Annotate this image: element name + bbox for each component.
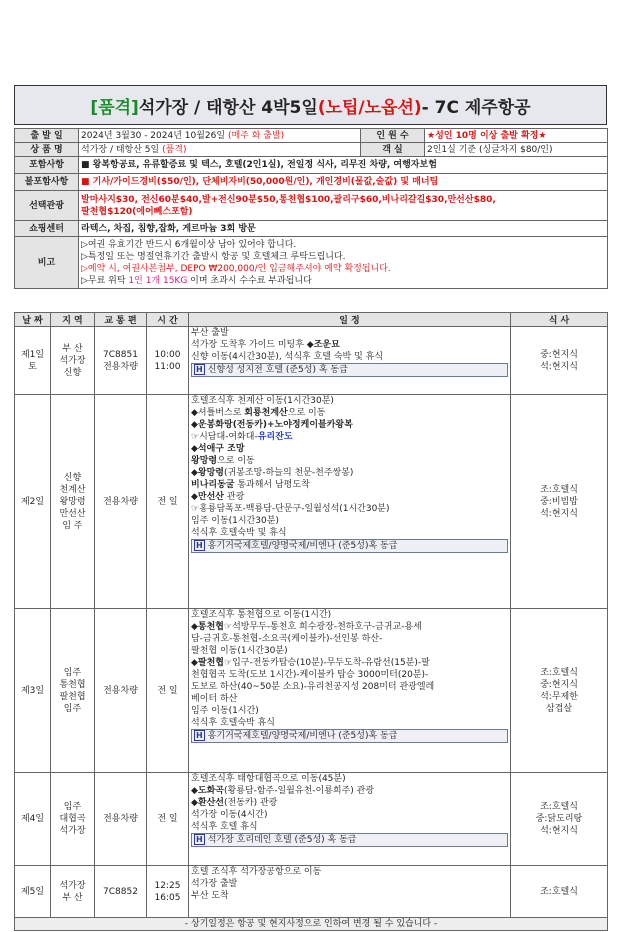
itinerary-line [191,527,508,539]
title-main: 석가장 / 태항산 4박5일 [138,97,318,118]
itinerary-line [191,773,508,785]
itinerary-line [191,443,508,455]
note-4-end: 이며 초과시 수수료 부과됩니다 [187,275,312,286]
day-label: 제4일 [15,773,51,866]
itinerary-text: 석식후 호텔숙박 휴식 [191,718,275,728]
day-region-line: 임주 [63,703,82,714]
day-meals [511,327,608,395]
hotel-line [191,729,508,743]
day-region-line: 임 주 [62,520,83,531]
day-meals-line: 조:호텔식 [540,667,578,678]
note-label: 비고 [15,237,79,289]
itinerary-line [191,339,508,351]
itinerary-line [191,809,508,821]
product-cell [79,143,361,157]
option-line-1: 발마사지$30, 전신60분$40,발+전신90분$50,통천협$100,괄리구$60,비나리갈길$30,만선산$80, [81,194,496,205]
hotel-icon: H [196,835,203,844]
itinerary-line [191,491,508,503]
itinerary-text: 호텔조식후 천계산 이동(1시간30분) [191,396,334,406]
day-meals-line: 석:현지식 [540,361,578,372]
itinerary-text: 호텔조식후 통천협으로 이동(1시간) [191,610,332,620]
note-4-start: ▷무료 위탁 [81,275,129,286]
note-2: ▷특정일 또는 명절연휴기간 출발시 항공 및 호텔체크 루탁드립니다. [81,251,346,262]
itinerary-line [191,455,508,467]
day-region-line: 임주 [63,667,82,678]
itinerary-text: ☞석방무두-통천호 희수광장-천하호구-금귀교-용세 [224,622,422,632]
header-transport: 교 통 편 [95,313,147,327]
itinerary-line [191,890,508,902]
day-meals [511,866,608,918]
option-cell [79,191,608,221]
header-time: 시 간 [147,313,189,327]
itinerary-line [191,693,508,705]
day-meals-line: 석:현지식 [540,826,578,836]
itinerary-line [191,633,508,645]
day-transport-line: 전용차량 [103,496,138,507]
shop-value: 라텍스, 차집, 침향,잡화, 게르마늄 3회 방문 [79,221,608,237]
day-row [15,773,608,866]
departure-label: 출 발 일 [15,129,79,143]
day-transport [95,609,147,773]
hotel-line [191,539,508,553]
day-meals-line: 중:현지식 [540,349,578,360]
itinerary-text: 호텔조식후 태항대협곡으로 이동(45분) [191,774,346,784]
hotel-icon: H [196,731,203,740]
itinerary-text: ☞홍룡담폭포-백룡담-단문구-일월성석(1시간30분) [191,504,390,514]
itinerary-line [191,669,508,681]
day-meals-line: 중:닭도리탕 [535,814,583,824]
itinerary-text: 관광 [224,492,245,502]
itinerary-line [191,645,508,657]
day-region-line: 만선산 [59,508,86,519]
day-region [51,773,95,866]
itinerary-text: 으로 이동 [287,408,326,418]
itinerary-line [191,681,508,693]
departure-note: (매주 화 출발) [227,130,285,141]
day-meals [511,609,608,773]
itinerary-text: 석가장 출발 [191,879,238,889]
day-meals-line: 조:호텔식 [540,484,578,495]
itinerary-highlight: ◆만선산 [191,492,225,502]
day-region-line: 석가장 [59,880,86,891]
itinerary-highlight: ◆팔천협 [191,658,225,668]
title-suffix: - 7C 제주항공 [421,97,531,118]
itinerary-highlight: ◆운봉화랑(전동카)+노야정케이블카왕복 [191,420,353,430]
day-itinerary [189,395,511,609]
day-region [51,395,95,609]
day-time [147,327,189,395]
itinerary-line [191,327,508,339]
day-region-line: 석가장 [59,355,86,366]
itinerary-text: 으로 이동 [217,456,255,466]
itinerary-text: 통과해서 남평도착 [234,480,310,490]
itinerary-line [191,467,508,479]
itinerary-text: 석식후 호텔숙박 및 휴식 [191,528,287,538]
itinerary-line [191,705,508,717]
day-region [51,609,95,773]
hotel-name: 신향성 성지전 호텔 (준5성) 혹 동급 [207,365,348,375]
itinerary-text: 부산 출발 [191,328,229,338]
exclude-label: 불포함사항 [15,174,79,191]
day-transport-line: 7C8852 [103,886,138,897]
schedule-table [14,312,608,931]
day-time-line: 전 일 [157,814,178,824]
day-time-line: 전 일 [157,496,178,507]
itinerary-highlight: ◆석애구 조망 [191,444,245,454]
day-region-line: 석가장 [59,826,86,836]
itinerary-line [191,878,508,890]
option-line-2: 팔천협$120(에어뻬스포함) [81,206,193,217]
day-itinerary [189,866,511,918]
day-meals-line: 석:현지식 [540,508,578,519]
itinerary-line [191,351,508,363]
day-meals [511,773,608,866]
day-transport-line: 전용차량 [103,361,138,372]
day-transport [95,773,147,866]
product-value: 석가장 / 태항산 5일 [81,144,163,155]
day-region-line: 임주 [63,802,82,812]
schedule-header-row [15,313,608,327]
itinerary-line [191,785,508,797]
day-region-line: 신향 [63,472,82,483]
hotel-name: 홍기거국제호텔/양명국제/비엔나 (준5성)혹 동급 [207,541,398,551]
day-time [147,773,189,866]
header-region: 지 역 [51,313,95,327]
hotel-name: 석가장 호리데인 호텔 (준5성) 혹 동급 [207,835,357,845]
itinerary-highlight: 회룡천계산 [244,408,288,418]
itinerary-line [191,821,508,833]
itinerary-line [191,717,508,729]
day-time-line: 16:05 [154,892,181,903]
day-row [15,327,608,395]
itinerary-line [191,503,508,515]
header-meals: 식 사 [511,313,608,327]
include-value: ■ 왕복항공료, 유류할증료 및 텍스, 호텔(2인1실), 전일정 식사, 리무진 차량, 여행자보험 [79,157,608,174]
note-1: ▷여권 유효기간 반드시 6개월이상 남아 있어야 합니다. [81,239,297,250]
day-row [15,866,608,918]
day-label: 제1일 토 [15,327,51,395]
itinerary-text: 석가장 도착후 가이드 미팅후 [191,340,307,350]
day-region-line: 왕망령 [59,496,86,507]
day-region-line: 통천협 [59,679,86,690]
schedule-footer: - 상기일정은 항공 및 현지사정으로 인하여 변경 될 수 있습니다 - [15,918,608,931]
itinerary-text: 담-금귀호-통천협-소요곡(케이블카)-선인봉 하산- [191,634,383,644]
pax-label: 인 원 수 [361,129,425,143]
header-itinerary: 일 정 [189,313,511,327]
day-time-line: 전 일 [157,685,178,696]
itinerary-highlight: ◆도화곡 [191,786,225,796]
day-region-line: 부 산 [62,343,83,354]
day-label: 제5일 [15,866,51,918]
itinerary-text: 팔천협 이동(1시간30분) [191,646,288,656]
day-time [147,609,189,773]
title-paren: (노팁/노옵션) [317,97,422,118]
day-transport [95,395,147,609]
include-label: 포함사항 [15,157,79,174]
hotel-line [191,833,508,847]
schedule-body [15,327,608,918]
info-table [14,128,608,289]
itinerary-text: 호텔 조식후 석가장공항으로 이동 [191,867,322,877]
day-transport-line: 전용차량 [103,814,138,824]
day-region-line: 팔천협 [59,691,86,702]
day-region-line: 신향 [63,367,82,378]
itinerary-text: ◆셔틀버스로 [191,408,245,418]
itinerary-text: 신향 이동(4시간30분), 석식후 호텔 숙박 및 휴식 [191,352,384,362]
day-time [147,395,189,609]
shop-label: 쇼핑센터 [15,221,79,237]
day-transport-line: 7C8851 [103,349,138,360]
day-itinerary [189,773,511,866]
day-meals-line: 삼겹살 [545,703,573,714]
day-time-line: 11:00 [154,361,181,372]
day-time-line: 10:00 [154,349,181,360]
itinerary-line [191,431,508,443]
hotel-icon: H [196,365,203,374]
page-title [14,85,607,125]
itinerary-line [191,621,508,633]
product-note: (품격) [162,144,187,155]
itinerary-line [191,657,508,669]
hotel-icon: H [196,541,203,550]
hotel-line [191,363,508,377]
day-label: 제3일 [15,609,51,773]
itinerary-text: 임주 이동(1시간) [191,706,259,716]
title-prefix: [품격] [90,97,139,118]
itinerary-line [191,407,508,419]
itinerary-link-text: 유리잔도 [257,432,293,442]
exclude-value: ■ 기사/가이드경비($50/인), 단체비자비(50,000원/인), 개인경비(물값,술값) 및 매너팁 [79,174,608,191]
day-itinerary [189,609,511,773]
hotel-name: 홍기거국제호텔/양명국제/비엔나 (준5성)혹 동급 [207,731,398,741]
note-4 [81,275,605,287]
pax-value: ★성인 10명 이상 출발 확정★ [425,129,608,143]
itinerary-highlight: ◆조운묘 [306,340,340,350]
itinerary-highlight: 비나리동굴 [191,480,235,490]
day-transport-line: 전용차량 [103,685,138,696]
room-value: 2인1실 기준 (싱글차지 $80/인) [425,143,608,157]
note-4-baggage: 1인 1개 15KG [128,275,188,286]
day-meals-line: 조:호텔식 [540,886,578,897]
day-meals [511,395,608,609]
note-3: ▷예약 시, 여권사본첨부, DEPO ₩200,000/인 입금해주셔야 예약 확정됩니다. [81,263,391,274]
day-row [15,609,608,773]
itinerary-text: (황룡담-함주-일월유천-이룡희주) 관광 [224,786,375,796]
day-region-line: 천계산 [59,484,86,495]
departure-value: 2024년 3월30 - 2024년 10월26일 [81,130,226,141]
day-row [15,395,608,609]
itinerary-text: 도보로 하산(40~50분 소요)-유리천공지성 208미터 관광엘레 [191,682,435,692]
departure-cell [79,129,361,143]
day-transport [95,866,147,918]
itinerary-text: (전동카) 관광 [224,798,278,808]
day-time [147,866,189,918]
header-date: 날 짜 [15,313,51,327]
day-meals-line: 조:호텔식 [540,802,578,812]
itinerary-line [191,395,508,407]
day-region-line: 대협곡 [59,814,86,824]
itinerary-line [191,479,508,491]
itinerary-text: ☞시담대-여화대- [191,432,258,442]
itinerary-highlight: 왕망령 [191,456,218,466]
day-region [51,327,95,395]
day-meals-line: 석:무제한 [540,691,578,702]
itinerary-line [191,797,508,809]
itinerary-text: 석식후 호텔 휴식 [191,822,258,832]
day-label: 제2일 [15,395,51,609]
day-region [51,866,95,918]
itinerary-line [191,515,508,527]
itinerary-line [191,609,508,621]
itinerary-text: 부산 도착 [191,891,229,901]
itinerary-text: (귀봉조망-하늘의 천문-천주쌍봉) [224,468,354,478]
itinerary-text: 석가장 이동(4시간) [191,810,268,820]
note-cell [79,237,608,289]
itinerary-line [191,419,508,431]
itinerary-text: 베이터 하산 [191,694,238,704]
itinerary-text: 천협협곡 도착(도보 1시간)-케이블카 탑승 3000미터(20분)- [191,670,429,680]
itinerary-text: ☞입구-전동카탑승(10분)-무두도착-유람선(15분)-팔 [224,658,430,668]
itinerary-highlight: ◆통천협 [191,622,225,632]
itinerary-highlight: ◆왕망령 [191,468,225,478]
room-label: 객 실 [361,143,425,157]
day-time-line: 12:25 [154,880,181,891]
day-meals-line: 중:현지식 [540,679,578,690]
day-itinerary [189,327,511,395]
itinerary-line [191,866,508,878]
day-region-line: 부 산 [62,892,83,903]
itinerary-highlight: ◆환산선 [191,798,225,808]
option-label: 선택관광 [15,191,79,221]
day-meals-line: 중:비빔밥 [540,496,578,507]
itinerary-text: 임주 이동(1시간30분) [191,516,279,526]
product-label: 상 품 명 [15,143,79,157]
day-transport [95,327,147,395]
